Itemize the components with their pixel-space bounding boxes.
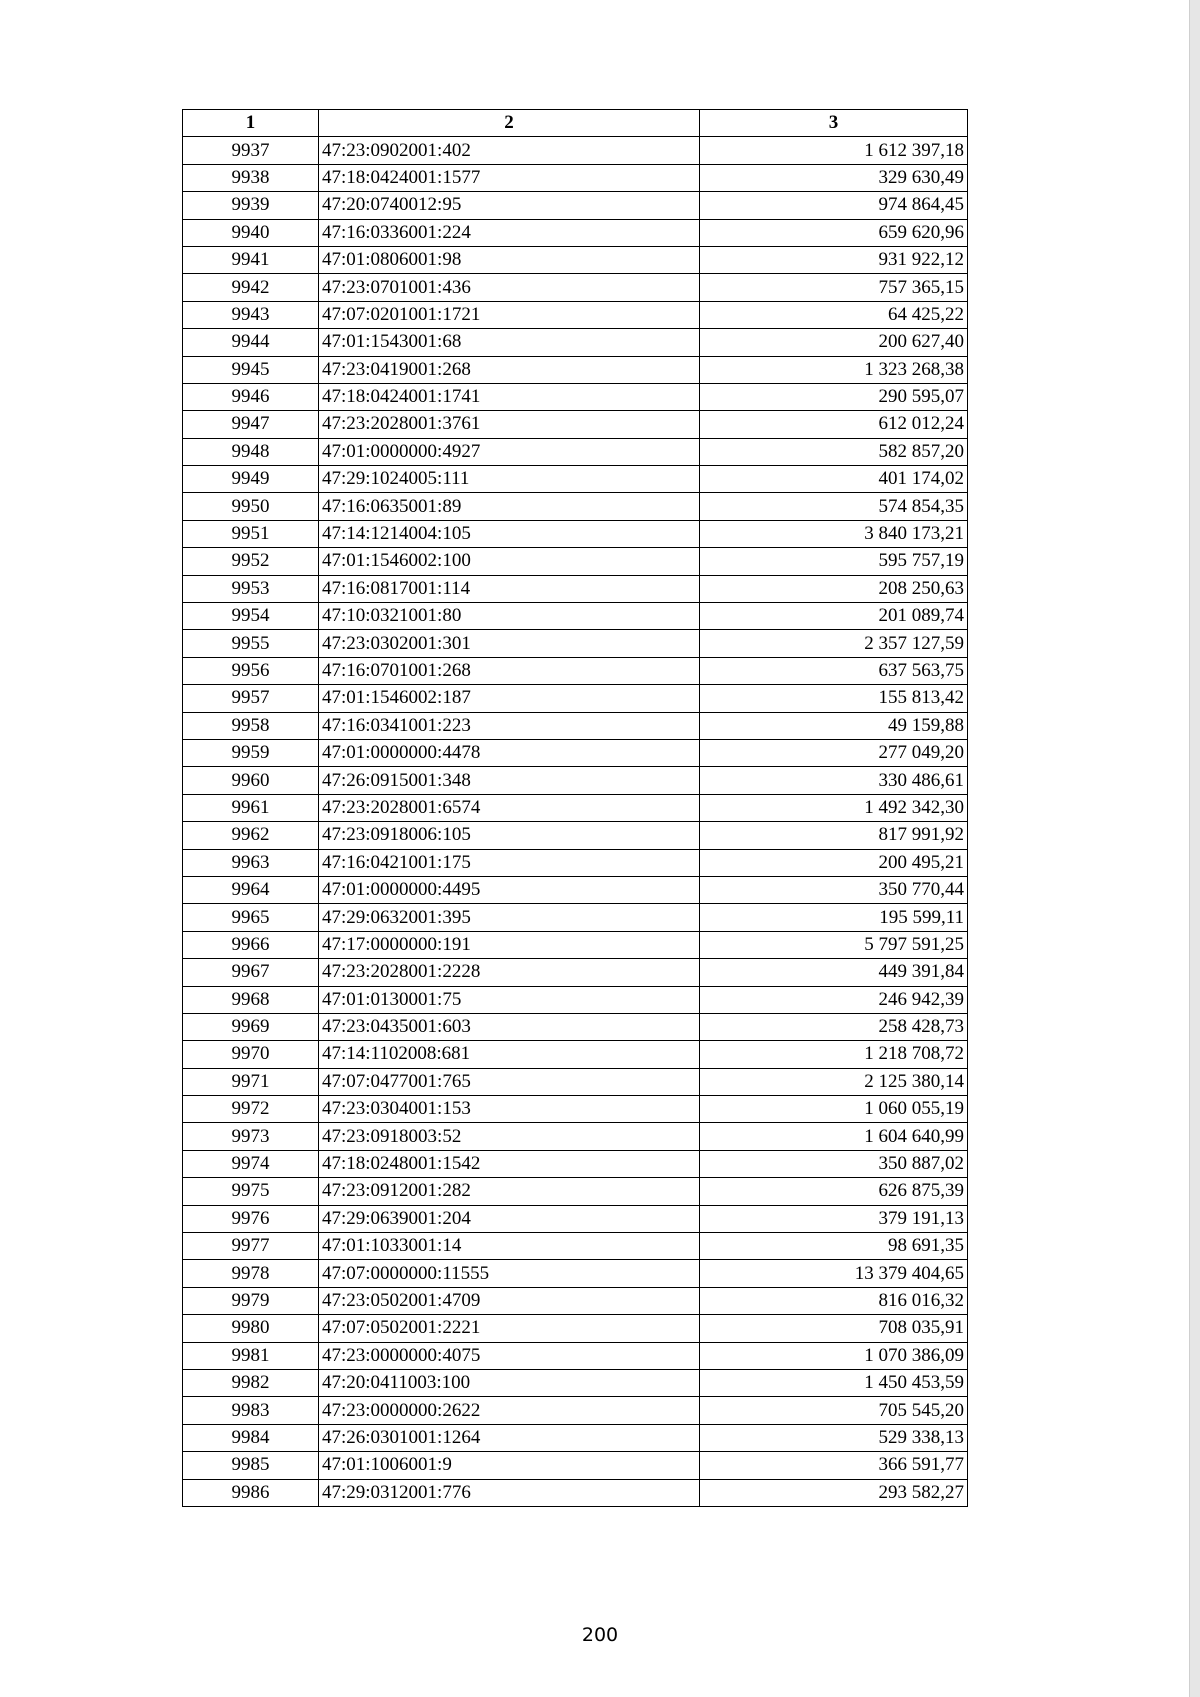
value-cell: 708 035,91 <box>700 1315 968 1342</box>
value-cell: 2 125 380,14 <box>700 1068 968 1095</box>
value-cell: 330 486,61 <box>700 767 968 794</box>
cadastral-number-cell: 47:23:0302001:301 <box>319 630 700 657</box>
table-row <box>183 493 968 520</box>
table-row <box>183 164 968 191</box>
value-cell: 1 450 453,59 <box>700 1369 968 1396</box>
cadastral-number-cell: 47:23:0000000:4075 <box>319 1342 700 1369</box>
value-cell: 449 391,84 <box>700 959 968 986</box>
value-cell: 246 942,39 <box>700 986 968 1013</box>
row-number-cell: 9939 <box>183 192 319 219</box>
table-row <box>183 520 968 547</box>
row-number-cell: 9966 <box>183 931 319 958</box>
cadastral-number-cell: 47:23:0304001:153 <box>319 1096 700 1123</box>
table-row <box>183 931 968 958</box>
row-number-cell: 9962 <box>183 822 319 849</box>
table-row <box>183 274 968 301</box>
row-number-cell: 9983 <box>183 1397 319 1424</box>
row-number-cell: 9978 <box>183 1260 319 1287</box>
table-row <box>183 685 968 712</box>
value-cell: 5 797 591,25 <box>700 931 968 958</box>
row-number-cell: 9948 <box>183 438 319 465</box>
cadastral-number-cell: 47:29:0639001:204 <box>319 1205 700 1232</box>
value-cell: 49 159,88 <box>700 712 968 739</box>
value-cell: 366 591,77 <box>700 1452 968 1479</box>
value-cell: 659 620,96 <box>700 219 968 246</box>
value-cell: 757 365,15 <box>700 274 968 301</box>
row-number-cell: 9938 <box>183 164 319 191</box>
row-number-cell: 9957 <box>183 685 319 712</box>
cadastral-number-cell: 47:20:0740012:95 <box>319 192 700 219</box>
column-header-3: 3 <box>700 110 968 137</box>
table-row <box>183 822 968 849</box>
cadastral-number-cell: 47:18:0248001:1542 <box>319 1150 700 1177</box>
value-cell: 258 428,73 <box>700 1013 968 1040</box>
row-number-cell: 9952 <box>183 548 319 575</box>
table-body <box>183 137 968 1507</box>
value-cell: 290 595,07 <box>700 383 968 410</box>
table-row <box>183 1260 968 1287</box>
table-row <box>183 1287 968 1314</box>
row-number-cell: 9956 <box>183 657 319 684</box>
table-row <box>183 219 968 246</box>
column-header-2: 2 <box>319 110 700 137</box>
value-cell: 595 757,19 <box>700 548 968 575</box>
table-row <box>183 383 968 410</box>
row-number-cell: 9967 <box>183 959 319 986</box>
cadastral-number-cell: 47:18:0424001:1741 <box>319 383 700 410</box>
value-cell: 1 070 386,09 <box>700 1342 968 1369</box>
row-number-cell: 9943 <box>183 301 319 328</box>
value-cell: 1 604 640,99 <box>700 1123 968 1150</box>
value-cell: 2 357 127,59 <box>700 630 968 657</box>
value-cell: 200 495,21 <box>700 849 968 876</box>
cadastral-number-cell: 47:23:2028001:6574 <box>319 794 700 821</box>
row-number-cell: 9976 <box>183 1205 319 1232</box>
table-row <box>183 301 968 328</box>
row-number-cell: 9944 <box>183 329 319 356</box>
value-cell: 574 854,35 <box>700 493 968 520</box>
data-table <box>182 109 968 1507</box>
value-cell: 13 379 404,65 <box>700 1260 968 1287</box>
cadastral-number-cell: 47:23:0902001:402 <box>319 137 700 164</box>
table-row <box>183 1041 968 1068</box>
table-row <box>183 1096 968 1123</box>
row-number-cell: 9972 <box>183 1096 319 1123</box>
row-number-cell: 9955 <box>183 630 319 657</box>
table-row <box>183 1123 968 1150</box>
cadastral-number-cell: 47:01:0130001:75 <box>319 986 700 1013</box>
row-number-cell: 9986 <box>183 1479 319 1506</box>
value-cell: 98 691,35 <box>700 1233 968 1260</box>
value-cell: 626 875,39 <box>700 1178 968 1205</box>
table-row <box>183 1205 968 1232</box>
row-number-cell: 9980 <box>183 1315 319 1342</box>
table-row <box>183 1150 968 1177</box>
row-number-cell: 9937 <box>183 137 319 164</box>
table-row <box>183 1369 968 1396</box>
cadastral-number-cell: 47:23:0918006:105 <box>319 822 700 849</box>
value-cell: 208 250,63 <box>700 575 968 602</box>
value-cell: 1 612 397,18 <box>700 137 968 164</box>
value-cell: 200 627,40 <box>700 329 968 356</box>
page-number: 200 <box>581 1624 619 1646</box>
row-number-cell: 9959 <box>183 739 319 766</box>
table-row <box>183 986 968 1013</box>
value-cell: 529 338,13 <box>700 1424 968 1451</box>
row-number-cell: 9949 <box>183 466 319 493</box>
table-row <box>183 438 968 465</box>
row-number-cell: 9940 <box>183 219 319 246</box>
value-cell: 64 425,22 <box>700 301 968 328</box>
value-cell: 401 174,02 <box>700 466 968 493</box>
table-row <box>183 329 968 356</box>
cadastral-number-cell: 47:01:1006001:9 <box>319 1452 700 1479</box>
cadastral-number-cell: 47:01:0000000:4495 <box>319 876 700 903</box>
value-cell: 705 545,20 <box>700 1397 968 1424</box>
table-row <box>183 1178 968 1205</box>
value-cell: 817 991,92 <box>700 822 968 849</box>
cadastral-number-cell: 47:01:1033001:14 <box>319 1233 700 1260</box>
cadastral-number-cell: 47:16:0635001:89 <box>319 493 700 520</box>
row-number-cell: 9984 <box>183 1424 319 1451</box>
table-row <box>183 548 968 575</box>
table-row <box>183 246 968 273</box>
cadastral-number-cell: 47:01:1543001:68 <box>319 329 700 356</box>
table-row <box>183 466 968 493</box>
table-row <box>183 411 968 438</box>
cadastral-number-cell: 47:16:0341001:223 <box>319 712 700 739</box>
table-row <box>183 575 968 602</box>
cadastral-number-cell: 47:23:0419001:268 <box>319 356 700 383</box>
cadastral-number-cell: 47:23:0912001:282 <box>319 1178 700 1205</box>
row-number-cell: 9951 <box>183 520 319 547</box>
table-row <box>183 1315 968 1342</box>
row-number-cell: 9954 <box>183 603 319 630</box>
column-header-1: 1 <box>183 110 319 137</box>
row-number-cell: 9945 <box>183 356 319 383</box>
cadastral-number-cell: 47:10:0321001:80 <box>319 603 700 630</box>
table-row <box>183 657 968 684</box>
row-number-cell: 9964 <box>183 876 319 903</box>
value-cell: 329 630,49 <box>700 164 968 191</box>
cadastral-number-cell: 47:14:1102008:681 <box>319 1041 700 1068</box>
cadastral-number-cell: 47:14:1214004:105 <box>319 520 700 547</box>
cadastral-number-cell: 47:29:0312001:776 <box>319 1479 700 1506</box>
row-number-cell: 9947 <box>183 411 319 438</box>
row-number-cell: 9974 <box>183 1150 319 1177</box>
row-number-cell: 9977 <box>183 1233 319 1260</box>
cadastral-number-cell: 47:23:0000000:2622 <box>319 1397 700 1424</box>
cadastral-number-cell: 47:23:2028001:3761 <box>319 411 700 438</box>
cadastral-number-cell: 47:07:0000000:11555 <box>319 1260 700 1287</box>
table-row <box>183 876 968 903</box>
header-row <box>183 110 968 137</box>
value-cell: 277 049,20 <box>700 739 968 766</box>
value-cell: 1 323 268,38 <box>700 356 968 383</box>
table-row <box>183 630 968 657</box>
cadastral-number-cell: 47:23:0918003:52 <box>319 1123 700 1150</box>
row-number-cell: 9985 <box>183 1452 319 1479</box>
cadastral-number-cell: 47:07:0477001:765 <box>319 1068 700 1095</box>
cadastral-number-cell: 47:01:0000000:4927 <box>319 438 700 465</box>
table-row <box>183 192 968 219</box>
table-row <box>183 1479 968 1506</box>
table-row <box>183 767 968 794</box>
cadastral-number-cell: 47:01:1546002:100 <box>319 548 700 575</box>
row-number-cell: 9965 <box>183 904 319 931</box>
cadastral-number-cell: 47:26:0915001:348 <box>319 767 700 794</box>
row-number-cell: 9968 <box>183 986 319 1013</box>
table-row <box>183 603 968 630</box>
value-cell: 3 840 173,21 <box>700 520 968 547</box>
cadastral-number-cell: 47:07:0201001:1721 <box>319 301 700 328</box>
page-edge <box>1189 0 1200 1697</box>
row-number-cell: 9970 <box>183 1041 319 1068</box>
row-number-cell: 9979 <box>183 1287 319 1314</box>
cadastral-number-cell: 47:16:0336001:224 <box>319 219 700 246</box>
value-cell: 379 191,13 <box>700 1205 968 1232</box>
value-cell: 201 089,74 <box>700 603 968 630</box>
value-cell: 612 012,24 <box>700 411 968 438</box>
cadastral-number-cell: 47:26:0301001:1264 <box>319 1424 700 1451</box>
row-number-cell: 9942 <box>183 274 319 301</box>
row-number-cell: 9982 <box>183 1369 319 1396</box>
table-row <box>183 904 968 931</box>
row-number-cell: 9969 <box>183 1013 319 1040</box>
cadastral-number-cell: 47:17:0000000:191 <box>319 931 700 958</box>
value-cell: 931 922,12 <box>700 246 968 273</box>
table-row <box>183 1068 968 1095</box>
cadastral-number-cell: 47:23:0435001:603 <box>319 1013 700 1040</box>
table-row <box>183 137 968 164</box>
cadastral-number-cell: 47:23:0701001:436 <box>319 274 700 301</box>
table-row <box>183 1452 968 1479</box>
value-cell: 816 016,32 <box>700 1287 968 1314</box>
table-row <box>183 1342 968 1369</box>
row-number-cell: 9950 <box>183 493 319 520</box>
row-number-cell: 9973 <box>183 1123 319 1150</box>
table-row <box>183 959 968 986</box>
cadastral-number-cell: 47:20:0411003:100 <box>319 1369 700 1396</box>
value-cell: 637 563,75 <box>700 657 968 684</box>
row-number-cell: 9960 <box>183 767 319 794</box>
cadastral-number-cell: 47:16:0701001:268 <box>319 657 700 684</box>
cadastral-number-cell: 47:23:0502001:4709 <box>319 1287 700 1314</box>
cadastral-number-cell: 47:29:1024005:111 <box>319 466 700 493</box>
value-cell: 293 582,27 <box>700 1479 968 1506</box>
value-cell: 974 864,45 <box>700 192 968 219</box>
table-row <box>183 1397 968 1424</box>
table-row <box>183 794 968 821</box>
row-number-cell: 9975 <box>183 1178 319 1205</box>
table-row <box>183 1233 968 1260</box>
row-number-cell: 9971 <box>183 1068 319 1095</box>
table-row <box>183 356 968 383</box>
row-number-cell: 9981 <box>183 1342 319 1369</box>
row-number-cell: 9946 <box>183 383 319 410</box>
row-number-cell: 9953 <box>183 575 319 602</box>
row-number-cell: 9963 <box>183 849 319 876</box>
table-row <box>183 712 968 739</box>
value-cell: 1 060 055,19 <box>700 1096 968 1123</box>
value-cell: 582 857,20 <box>700 438 968 465</box>
value-cell: 350 887,02 <box>700 1150 968 1177</box>
cadastral-number-cell: 47:29:0632001:395 <box>319 904 700 931</box>
cadastral-number-cell: 47:01:1546002:187 <box>319 685 700 712</box>
table-header <box>183 110 968 137</box>
value-cell: 155 813,42 <box>700 685 968 712</box>
table-row <box>183 1013 968 1040</box>
cadastral-number-cell: 47:07:0502001:2221 <box>319 1315 700 1342</box>
cadastral-number-cell: 47:18:0424001:1577 <box>319 164 700 191</box>
row-number-cell: 9958 <box>183 712 319 739</box>
cadastral-number-cell: 47:23:2028001:2228 <box>319 959 700 986</box>
table-row <box>183 739 968 766</box>
cadastral-number-cell: 47:16:0421001:175 <box>319 849 700 876</box>
value-cell: 1 218 708,72 <box>700 1041 968 1068</box>
table-row <box>183 849 968 876</box>
value-cell: 195 599,11 <box>700 904 968 931</box>
cadastral-number-cell: 47:16:0817001:114 <box>319 575 700 602</box>
cadastral-number-cell: 47:01:0806001:98 <box>319 246 700 273</box>
value-cell: 1 492 342,30 <box>700 794 968 821</box>
value-cell: 350 770,44 <box>700 876 968 903</box>
cadastral-number-cell: 47:01:0000000:4478 <box>319 739 700 766</box>
row-number-cell: 9961 <box>183 794 319 821</box>
row-number-cell: 9941 <box>183 246 319 273</box>
table-row <box>183 1424 968 1451</box>
